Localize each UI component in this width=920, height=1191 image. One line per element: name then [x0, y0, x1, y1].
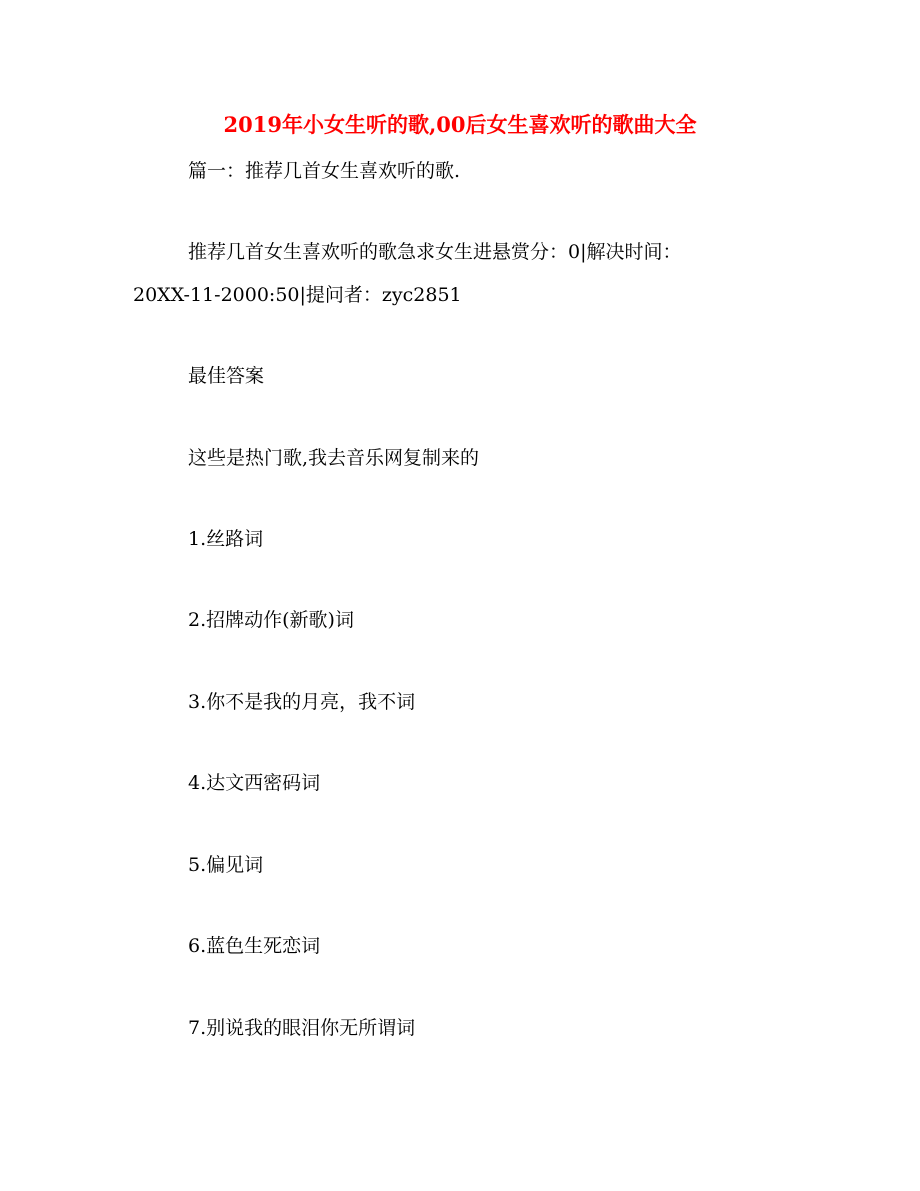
list-item: 7.别说我的眼泪你无所谓词 — [188, 1017, 416, 1039]
list-item: 2.招牌动作(新歌)词 — [188, 609, 354, 631]
list-item: 3.你不是我的月亮，我不词 — [188, 691, 416, 713]
list-item: 5.偏见词 — [188, 854, 264, 876]
question-meta-line: 20XX-11-2000:50|提问者：zyc2851 — [133, 284, 462, 306]
list-item: 1.丝路词 — [188, 528, 264, 550]
section-heading: 篇一：推荐几首女生喜欢听的歌. — [188, 160, 461, 182]
answer-intro: 这些是热门歌,我去音乐网复制来的 — [188, 447, 480, 469]
document-title: 2019年小女生听的歌,00后女生喜欢听的歌曲大全 — [223, 112, 697, 137]
question-line: 推荐几首女生喜欢听的歌急求女生进悬赏分：0|解决时间： — [188, 241, 682, 263]
best-answer-label: 最佳答案 — [188, 365, 265, 387]
list-item: 4.达文西密码词 — [188, 772, 321, 794]
list-item: 6.蓝色生死恋词 — [188, 935, 321, 957]
